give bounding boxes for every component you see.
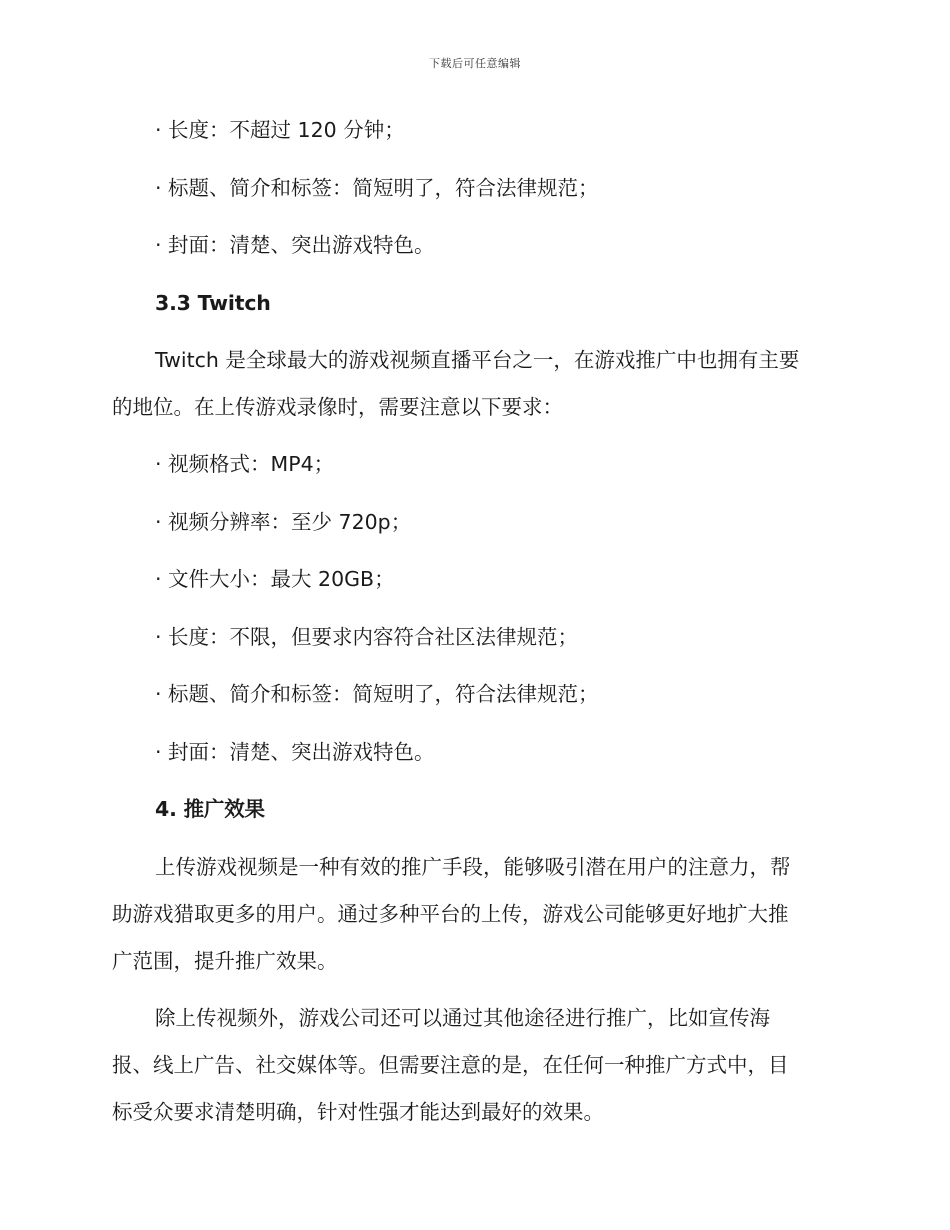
paragraph: [112, 341, 840, 435]
page-header: 下载后可任意编辑: [429, 57, 521, 70]
section-heading: 4. 推广效果: [155, 797, 265, 821]
list-item: · 长度：不限，但要求内容符合社区法律规范；: [155, 624, 579, 649]
list-item: · 标题、简介和标签：简短明了，符合法律规范；: [155, 682, 599, 706]
paragraph-line: Twitch 是全球最大的游戏视频直播平台之一，在游戏推广中也拥有主要: [155, 348, 800, 372]
paragraph-line: 报、线上广告、社交媒体等。但需要注意的是，在任何一种推广方式中，目: [112, 1052, 789, 1077]
list-item: · 封面：清楚、突出游戏特色。: [155, 233, 435, 257]
paragraph-line: 的地位。在上传游戏录像时，需要注意以下要求：: [112, 395, 563, 419]
paragraph: [112, 848, 840, 989]
paragraph-line: 助游戏猎取更多的用户。通过多种平台的上传，游戏公司能够更好地扩大推: [112, 901, 789, 926]
list-item: · 视频格式：MP4；: [155, 452, 335, 476]
list-item: · 标题、简介和标签：简短明了，符合法律规范；: [155, 175, 599, 200]
paragraph: [112, 999, 840, 1140]
list-item: · 长度：不超过 120 分钟；: [155, 118, 405, 142]
document-body: [112, 111, 840, 1140]
paragraph-line: 除上传视频外，游戏公司还可以通过其他途径进行推广，比如宣传海: [155, 1005, 770, 1030]
list-item: · 视频分辨率：至少 720p；: [155, 509, 412, 534]
paragraph-line: 广范围，提升推广效果。: [112, 948, 338, 973]
list-item: · 文件大小：最大 20GB；: [155, 567, 395, 591]
paragraph-line: 上传游戏视频是一种有效的推广手段，能够吸引潜在用户的注意力，帮: [155, 854, 791, 879]
section-heading: 3.3 Twitch: [155, 290, 271, 315]
paragraph-line: 标受众要求清楚明确，针对性强才能达到最好的效果。: [112, 1099, 604, 1124]
list-item: · 封面：清楚、突出游戏特色。: [155, 739, 435, 764]
